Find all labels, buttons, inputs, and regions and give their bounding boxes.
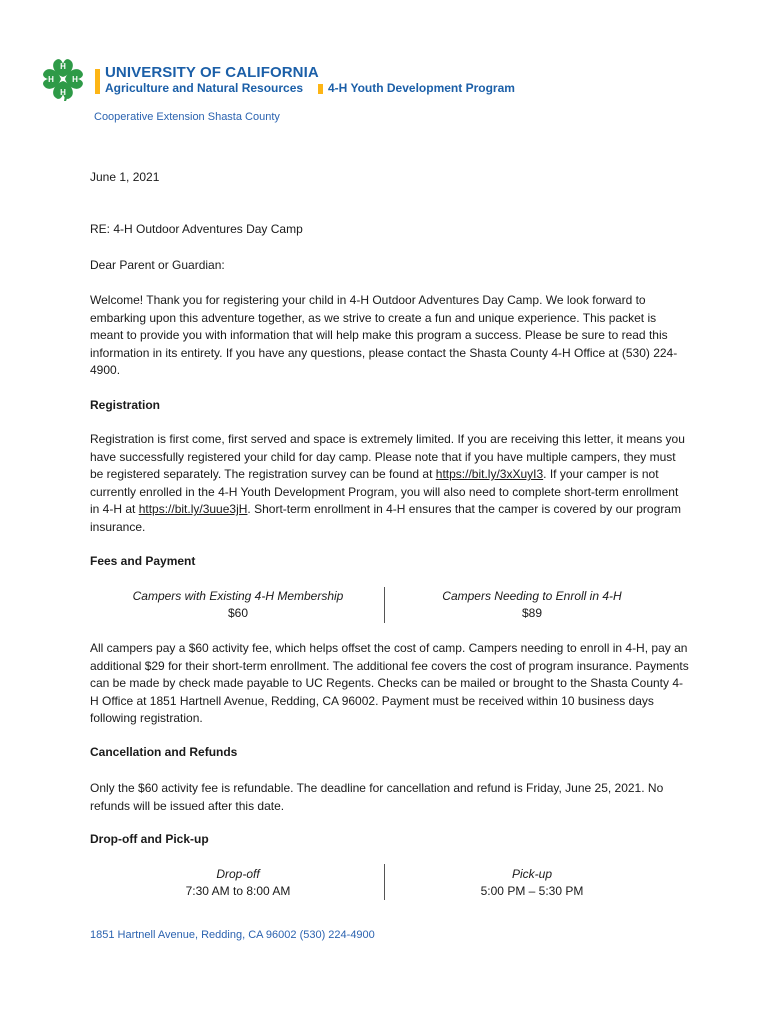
footer-address: 1851 Hartnell Avenue, Redding, CA 96002 (530) 224-4900 [90, 929, 375, 941]
letter-salutation: Dear Parent or Guardian: [90, 258, 225, 272]
svg-text:H: H [48, 75, 54, 84]
registration-text-part: . If your camper is not currently enrolled in the 4-H Youth Development Program, you will also need to complete short-term enrollment in 4-H at [90, 467, 679, 517]
fee-new-label: Campers Needing to Enroll in 4-H [442, 589, 622, 603]
fee-existing-value: $60 [227, 606, 249, 620]
letter-intro: Welcome! Thank you for registering your child in 4-H Outdoor Adventures Day Camp. We look forward to embarking upon this adventure together, as we strive to create a fun and unique experience. This packet is meant to provide you with information that will help make this program a success. Please be sure to read this information in its entirety. If you have any questions, please contact the Shasta County 4-H Office at (530) 224-4900. [90, 293, 678, 378]
cancellation-heading: Cancellation and Refunds [90, 745, 238, 759]
pickup-time [382, 866, 682, 900]
four-h-clover-icon [40, 56, 86, 102]
fee-new-members [382, 588, 682, 622]
letter-date: June 1, 2021 [90, 170, 160, 184]
fee-existing-label: Campers with Existing 4-H Membership [132, 589, 344, 603]
dropoff-time [88, 866, 388, 900]
letter-re-line: RE: 4-H Outdoor Adventures Day Camp [90, 222, 303, 236]
registration-text-part: Registration is first come, first served and space is extremely limited. If you are receiving this letter, it means you have successfully registered your child for day camp. Please note that if you have multiple campers, they must be registered separately. The registration survey can be found at [90, 432, 685, 482]
fees-text: All campers pay a $60 activity fee, which helps offset the cost of camp. Campers needing to enroll in 4-H, pay an additional $29 for their short-term enrollment. The additional fee covers the cost of program insurance. Payments can be made by check made payable to UC Regents. Checks can be mailed or brought to the Shasta County 4-H Office at 1851 Hartnell Avenue, Redding, CA 96002. Payment must be received within 10 business days following registration. [90, 641, 689, 726]
pickup-value: 5:00 PM – 5:30 PM [480, 884, 584, 898]
org-subtitle: Agriculture and Natural Resources [105, 81, 304, 95]
svg-text:H: H [60, 88, 66, 97]
fee-new-value: $89 [521, 606, 543, 620]
registration-text-part: . Short-term enrollment in 4-H ensures that the camper is covered by our program insurance. [90, 502, 681, 534]
dropoff-label: Drop-off [216, 867, 260, 881]
brand-accent-bar [95, 69, 100, 94]
svg-text:H: H [60, 62, 66, 71]
cancellation-text: Only the $60 activity fee is refundable. The deadline for cancellation and refund is Friday, June 25, 2021. No refunds will be issued after this date. [90, 781, 664, 813]
fee-existing-members [88, 588, 388, 622]
registration-text [90, 431, 690, 537]
program-accent-bar [318, 84, 323, 94]
dropoff-value: 7:30 AM to 8:00 AM [185, 884, 291, 898]
fees-heading: Fees and Payment [90, 554, 196, 568]
svg-text:H: H [72, 75, 78, 84]
enrollment-link[interactable]: https://bit.ly/3uue3jH [138, 502, 248, 517]
dropoff-heading: Drop-off and Pick-up [90, 832, 209, 846]
org-title: UNIVERSITY OF CALIFORNIA [105, 64, 319, 81]
pickup-label: Pick-up [511, 867, 552, 881]
office-name: Cooperative Extension Shasta County [94, 111, 280, 123]
registration-heading: Registration [90, 398, 161, 412]
program-name: 4-H Youth Development Program [328, 81, 515, 95]
registration-survey-link[interactable]: https://bit.ly/3xXuyI3 [435, 467, 544, 482]
